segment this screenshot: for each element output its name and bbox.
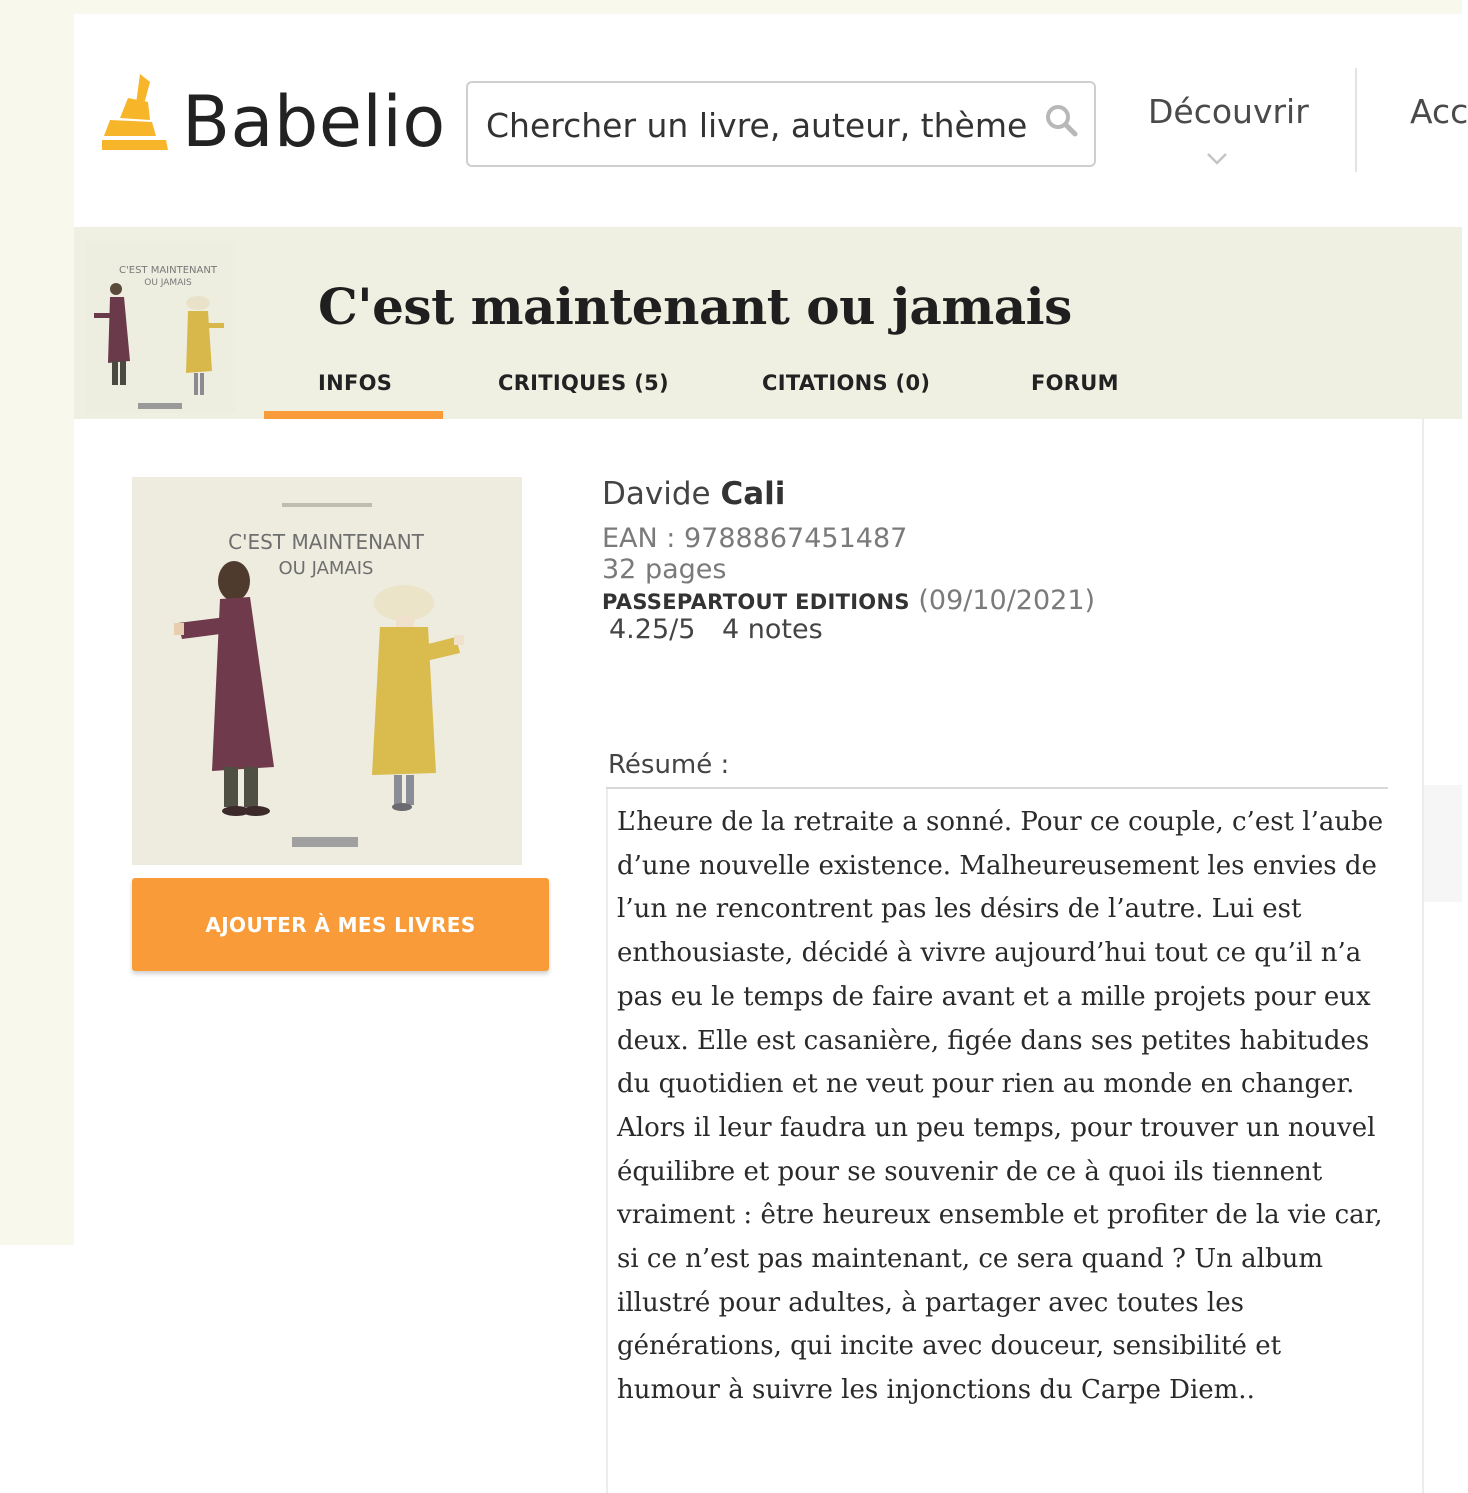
tab-citations[interactable]: CITATIONS (0) xyxy=(762,371,931,395)
resume-label: Résumé : xyxy=(608,750,730,780)
cover-title-line1: C'EST MAINTENANT xyxy=(228,530,424,554)
rating-line xyxy=(609,614,841,645)
ratings-count[interactable]: 4 notes xyxy=(722,614,823,645)
nav-divider xyxy=(1355,68,1357,172)
logo-text: Babelio xyxy=(182,81,446,163)
author-last-name: Cali xyxy=(720,476,786,512)
search-input[interactable] xyxy=(486,101,1026,149)
book-title: C'est maintenant ou jamais xyxy=(318,277,1072,336)
page-frame-top xyxy=(0,0,1462,14)
site-header xyxy=(74,14,1468,227)
active-tab-indicator xyxy=(264,411,443,419)
nav-discover[interactable]: Découvrir xyxy=(1148,92,1309,131)
cover-illustration xyxy=(132,477,522,865)
book-cover[interactable] xyxy=(132,477,522,865)
average-rating: 4.25/5 xyxy=(609,614,696,645)
tab-forum[interactable]: FORUM xyxy=(1031,371,1119,395)
search-icon[interactable] xyxy=(1044,103,1078,137)
author-name[interactable] xyxy=(602,476,785,512)
book-cover-thumbnail[interactable] xyxy=(86,241,236,413)
side-panel-edge xyxy=(1424,785,1462,902)
svg-text:OU JAMAIS: OU JAMAIS xyxy=(144,278,192,288)
author-first-name: Davide xyxy=(602,476,711,512)
cover-title-line2: OU JAMAIS xyxy=(278,558,374,579)
tab-critiques[interactable]: CRITIQUES (5) xyxy=(498,371,669,395)
search-box xyxy=(466,81,1096,167)
publisher-link[interactable]: PASSEPARTOUT EDITIONS xyxy=(602,590,910,614)
resume-box-border xyxy=(606,789,608,1493)
publisher-line xyxy=(602,585,1095,616)
page-frame-left xyxy=(0,0,74,1245)
add-to-my-books-button[interactable]: AJOUTER À MES LIVRES xyxy=(132,878,549,971)
babelio-logo[interactable] xyxy=(102,74,446,174)
resume-text: L’heure de la retraite a sonné. Pour ce couple, c’est l’aube d’une nouvelle existence. Malheureusement les envies de l’un ne rencontrent pas les désirs de l’autre. Lui est enthousiaste, décidé à vivre aujourd’hui tout ce qu’il n’a pas eu le temps de faire avant et a mille projets pour eux deux. Elle est casanière, figée dans ses petites habitudes du quotidien et ne veut pour rien au monde en changer. Alors il leur faudra un peu temps, pour trouver un nouvel équilibre et pour se souvenir de ce à quoi ils tiennent vraiment : être heureux ensemble et profiter de la vie car, si ce n’est pas maintenant, ce sera quand ? Un album illustré pour adultes, à partager avec toutes les générations, qui incite avec douceur, sensibilité et humour à suivre les injonctions du Carpe Diem.. xyxy=(617,807,1384,1406)
resume-divider xyxy=(606,787,1388,789)
cover-illustration-small xyxy=(86,241,236,413)
page-count: 32 pages xyxy=(602,554,727,585)
svg-text:C'EST MAINTENANT: C'EST MAINTENANT xyxy=(119,265,217,276)
book-header-band xyxy=(74,227,1462,419)
tab-infos[interactable]: INFOS xyxy=(318,371,393,395)
publication-date: (09/10/2021) xyxy=(918,585,1096,616)
ean: EAN : 9788867451487 xyxy=(602,523,908,554)
nav-account[interactable]: Acc xyxy=(1410,92,1468,131)
babelio-logo-icon xyxy=(102,74,172,154)
chevron-down-icon[interactable] xyxy=(1206,152,1228,166)
